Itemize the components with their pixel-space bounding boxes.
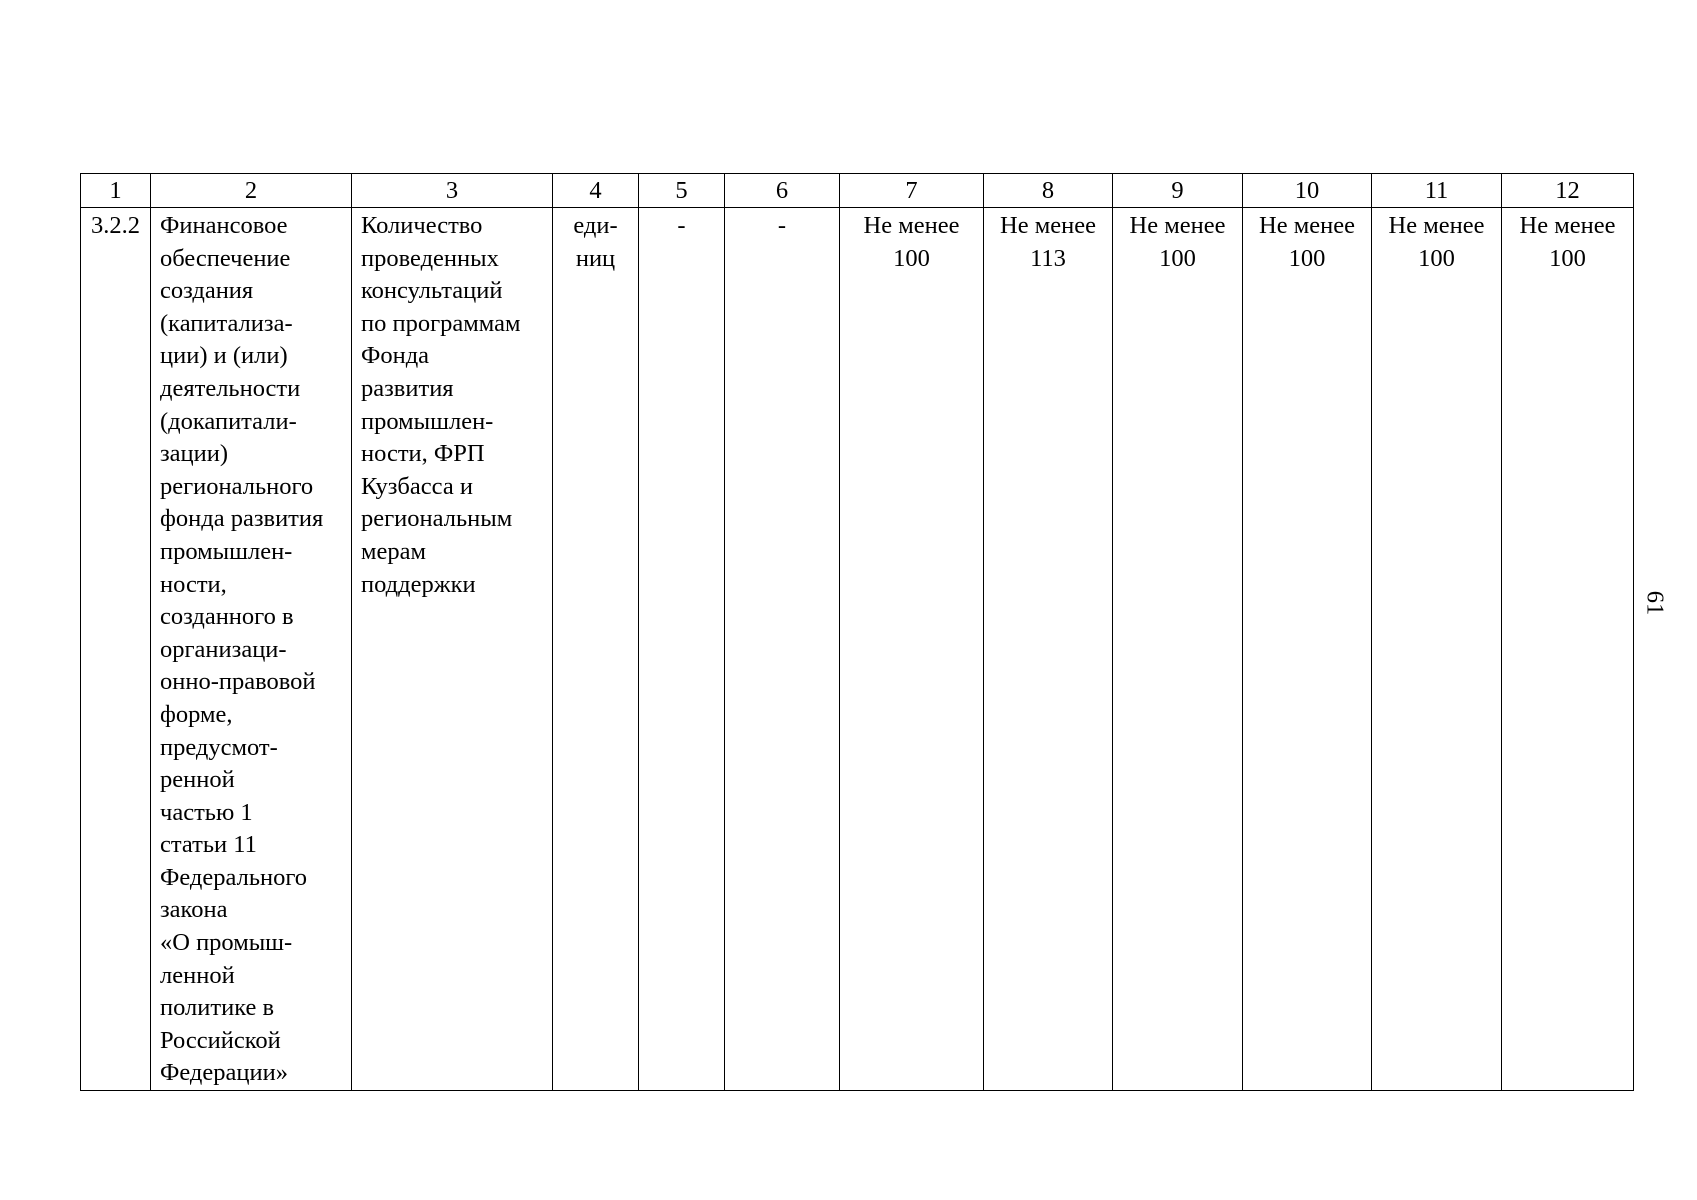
target-value: 100 <box>1159 244 1196 272</box>
target-prefix: Не менее <box>1129 212 1226 239</box>
event-name-line: регионального <box>160 472 314 500</box>
indicator-name-cell <box>352 208 553 1091</box>
unit-cell <box>553 208 639 1091</box>
indicator-name-line: Фонда <box>361 342 430 370</box>
column-header: 1 <box>81 174 151 208</box>
indicator-name-line: проведенных <box>361 244 499 272</box>
column-5-cell: - <box>639 208 725 1091</box>
target-cell <box>1372 208 1502 1091</box>
target-value: 100 <box>1288 244 1326 272</box>
target-prefix: Не менее <box>1000 212 1096 239</box>
event-name-line: обеспечение <box>160 244 291 272</box>
column-header: 8 <box>984 174 1113 208</box>
table-row <box>81 208 1634 1091</box>
target-cell <box>1502 208 1634 1091</box>
column-header: 5 <box>639 174 725 208</box>
target-value: 100 <box>1549 244 1586 272</box>
indicator-name-line: ности, ФРП <box>361 440 485 468</box>
column-header: 10 <box>1243 174 1372 208</box>
event-name-line: политике в <box>160 994 275 1022</box>
indicators-table <box>80 173 1634 1091</box>
event-name-line: «О промыш- <box>160 929 293 957</box>
indicator-name-line: промышлен- <box>361 407 494 435</box>
target-cell <box>840 208 984 1091</box>
event-name-line: фонда развития <box>160 505 324 533</box>
column-header: 11 <box>1372 174 1502 208</box>
event-name-line: организаци- <box>160 635 287 663</box>
target-cell <box>1243 208 1372 1091</box>
target-prefix: Не менее <box>1519 212 1616 239</box>
event-name-line: форме, <box>160 700 233 728</box>
indicator-name-line: региональным <box>361 505 513 533</box>
event-name-line: Российской <box>160 1026 281 1054</box>
column-header: 12 <box>1502 174 1634 208</box>
event-name-line: ленной <box>160 961 235 989</box>
event-name-line: онно-правовой <box>160 668 316 696</box>
row-code-cell: 3.2.2 <box>81 208 151 1091</box>
column-header: 9 <box>1113 174 1243 208</box>
indicator-name-line: развития <box>361 374 454 402</box>
target-prefix: Не менее <box>863 212 960 239</box>
column-header: 4 <box>553 174 639 208</box>
column-6-cell: - <box>725 208 840 1091</box>
indicator-name-line: поддержки <box>361 570 476 598</box>
target-prefix: Не менее <box>1259 212 1355 239</box>
event-name-line: частью 1 <box>160 798 253 826</box>
event-name-line: Федерации» <box>160 1059 288 1087</box>
event-name-line: предусмот- <box>160 733 278 761</box>
event-name-line: деятельности <box>160 374 301 402</box>
event-name-line: промышлен- <box>160 537 293 565</box>
event-name-line: (докапитали- <box>160 407 297 435</box>
unit-line: ниц <box>575 244 616 272</box>
column-header: 2 <box>151 174 352 208</box>
event-name-line: Финансовое <box>160 212 288 239</box>
event-name-line: статьи 11 <box>160 831 257 859</box>
unit-line: еди- <box>573 212 618 239</box>
target-value: 113 <box>1030 244 1066 272</box>
event-name-line: ности, <box>160 570 227 598</box>
column-header: 6 <box>725 174 840 208</box>
target-cell <box>984 208 1113 1091</box>
event-name-line: зации) <box>160 440 229 468</box>
event-name-line: ции) и (или) <box>160 342 288 370</box>
indicator-name-line: по программам <box>361 309 521 337</box>
page-number: 61 <box>1641 590 1669 616</box>
target-prefix: Не менее <box>1388 212 1485 239</box>
event-name-line: (капитализа- <box>160 309 293 337</box>
event-name-line: закона <box>160 896 228 924</box>
column-header: 3 <box>352 174 553 208</box>
table-header-row <box>81 174 1634 208</box>
indicator-name-line: Количество <box>361 212 483 239</box>
indicator-name-line: мерам <box>361 537 427 565</box>
event-name-line: Федерального <box>160 863 308 891</box>
target-value: 100 <box>1418 244 1455 272</box>
indicator-name-line: консультаций <box>361 277 503 305</box>
indicator-name-line: Кузбасса и <box>361 472 473 500</box>
target-value: 100 <box>893 244 930 272</box>
event-name-cell <box>151 208 352 1091</box>
target-cell <box>1113 208 1243 1091</box>
event-name-line: ренной <box>160 766 235 794</box>
column-header: 7 <box>840 174 984 208</box>
event-name-line: созданного в <box>160 603 294 631</box>
event-name-line: создания <box>160 277 254 305</box>
